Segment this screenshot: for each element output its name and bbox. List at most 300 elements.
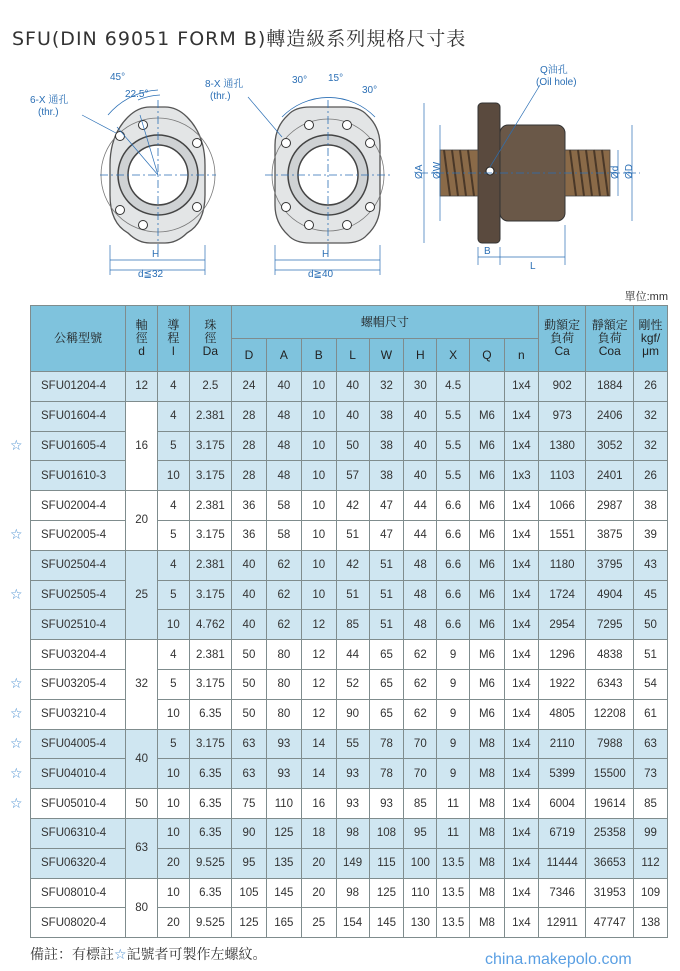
cell-w: 65 (369, 669, 404, 699)
cell-a: 48 (266, 461, 301, 491)
cell-b: 10 (301, 431, 336, 461)
cell-q (470, 372, 505, 402)
cell-model: SFU01604-4 (31, 401, 126, 431)
cell-n: 1x4 (504, 520, 538, 550)
header-L: L (336, 339, 369, 372)
cell-b: 14 (301, 729, 336, 759)
cell-d: 40 (232, 610, 267, 640)
cell-b: 25 (301, 908, 336, 938)
cell-q: M8 (470, 908, 505, 938)
cell-l: 42 (336, 550, 369, 580)
cell-d: 36 (232, 491, 267, 521)
source-watermark: china.makepolo.com (485, 951, 632, 968)
cell-l: 51 (336, 580, 369, 610)
angle-45: 45° (110, 72, 126, 83)
side-view (414, 63, 640, 272)
cell-a: 62 (266, 580, 301, 610)
cell-lead: 5 (157, 729, 189, 759)
cell-lead: 10 (157, 818, 189, 848)
cell-l: 98 (336, 878, 369, 908)
table-header (31, 306, 668, 372)
cell-b: 12 (301, 610, 336, 640)
cell-lead: 5 (157, 580, 189, 610)
cell-lead: 10 (157, 878, 189, 908)
table-row (31, 818, 668, 848)
cell-d: 40 (232, 580, 267, 610)
cell-d: 75 (232, 789, 267, 819)
oil-label: Q油孔 (540, 65, 568, 76)
cell-l: 42 (336, 491, 369, 521)
cell-x: 5.5 (437, 461, 470, 491)
cell-l: 98 (336, 818, 369, 848)
cell-q: M6 (470, 491, 505, 521)
star-icon: ☆ (10, 734, 23, 751)
cell-model: SFU08010-4 (31, 878, 126, 908)
remark-prefix: 備註：有標註 (30, 946, 114, 962)
cell-ball: 2.381 (189, 401, 231, 431)
cell-n: 1x4 (504, 818, 538, 848)
cell-q: M6 (470, 669, 505, 699)
cell-d: 24 (232, 372, 267, 402)
cell-coa: 47747 (586, 908, 634, 938)
cell-lead: 10 (157, 699, 189, 729)
cell-w: 115 (369, 848, 404, 878)
cell-w: 32 (369, 372, 404, 402)
cell-w: 65 (369, 699, 404, 729)
cell-b: 14 (301, 759, 336, 789)
cell-shaft-diameter: 16 (126, 401, 158, 490)
header-D: D (232, 339, 267, 372)
cell-d: 105 (232, 878, 267, 908)
cell-n: 1x4 (504, 550, 538, 580)
cell-a: 62 (266, 550, 301, 580)
table-row (31, 729, 668, 759)
cell-q: M6 (470, 461, 505, 491)
cell-coa: 3795 (586, 550, 634, 580)
cell-model: SFU03205-4 (31, 669, 126, 699)
cell-ca: 4805 (538, 699, 586, 729)
cell-ca: 1066 (538, 491, 586, 521)
cell-lead: 4 (157, 550, 189, 580)
width-label-2: H (322, 249, 330, 260)
table-row (31, 550, 668, 580)
cell-h: 40 (404, 431, 437, 461)
cell-n: 1x4 (504, 878, 538, 908)
cell-n: 1x4 (504, 848, 538, 878)
cell-ca: 1380 (538, 431, 586, 461)
cell-x: 6.6 (437, 580, 470, 610)
cell-n: 1x4 (504, 729, 538, 759)
cell-model: SFU06320-4 (31, 848, 126, 878)
cell-h: 40 (404, 461, 437, 491)
cell-ca: 973 (538, 401, 586, 431)
cell-k: 138 (634, 908, 668, 938)
cell-q: M6 (470, 550, 505, 580)
cell-d: 36 (232, 520, 267, 550)
cell-w: 78 (369, 729, 404, 759)
cell-a: 93 (266, 729, 301, 759)
cell-x: 13.5 (437, 878, 470, 908)
cell-k: 32 (634, 401, 668, 431)
cell-h: 62 (404, 669, 437, 699)
cell-ball: 3.175 (189, 669, 231, 699)
cell-lead: 5 (157, 431, 189, 461)
cell-n: 1x4 (504, 640, 538, 670)
cell-d: 40 (232, 550, 267, 580)
cell-b: 16 (301, 789, 336, 819)
cell-coa: 3052 (586, 431, 634, 461)
cell-x: 6.6 (437, 550, 470, 580)
front-view-d32 (30, 72, 216, 280)
cell-q: M8 (470, 729, 505, 759)
cell-ball: 3.175 (189, 431, 231, 461)
cell-w: 108 (369, 818, 404, 848)
cell-d: 63 (232, 729, 267, 759)
cell-h: 62 (404, 640, 437, 670)
cell-a: 135 (266, 848, 301, 878)
cell-x: 11 (437, 818, 470, 848)
cell-d: 28 (232, 401, 267, 431)
cell-coa: 31953 (586, 878, 634, 908)
cell-h: 44 (404, 520, 437, 550)
cell-b: 12 (301, 640, 336, 670)
cell-q: M8 (470, 789, 505, 819)
unit-label: 單位:mm (624, 291, 668, 303)
cell-b: 10 (301, 580, 336, 610)
cell-ball: 3.175 (189, 580, 231, 610)
header-static-load: 靜額定 負荷 Coa (586, 306, 634, 372)
cell-l: 85 (336, 610, 369, 640)
spec-table (30, 305, 668, 938)
cell-n: 1x4 (504, 431, 538, 461)
table-body (31, 372, 668, 938)
cell-b: 10 (301, 401, 336, 431)
angle-30-left: 30° (292, 75, 308, 86)
cell-a: 58 (266, 491, 301, 521)
cell-x: 9 (437, 669, 470, 699)
cell-coa: 2401 (586, 461, 634, 491)
cell-lead: 10 (157, 610, 189, 640)
cell-b: 12 (301, 669, 336, 699)
cell-ca: 12911 (538, 908, 586, 938)
cell-b: 12 (301, 699, 336, 729)
cell-h: 110 (404, 878, 437, 908)
cell-h: 85 (404, 789, 437, 819)
cell-x: 6.6 (437, 491, 470, 521)
cell-ball: 2.381 (189, 491, 231, 521)
dim-B: B (484, 246, 491, 257)
cell-model: SFU03210-4 (31, 699, 126, 729)
cell-model: SFU02004-4 (31, 491, 126, 521)
table-row (31, 372, 668, 402)
width-label-1: H (152, 249, 160, 260)
cell-lead: 4 (157, 401, 189, 431)
cell-q: M8 (470, 848, 505, 878)
cell-a: 80 (266, 640, 301, 670)
cell-ca: 11444 (538, 848, 586, 878)
cell-lead: 4 (157, 640, 189, 670)
cell-n: 1x4 (504, 699, 538, 729)
cell-model: SFU01610-3 (31, 461, 126, 491)
holes-label-2: 8-X 通孔 (205, 79, 244, 90)
cell-h: 70 (404, 759, 437, 789)
cell-w: 125 (369, 878, 404, 908)
cell-lead: 10 (157, 789, 189, 819)
page-title: SFU(DIN 69051 FORM B)轉造級系列規格尺寸表 (12, 28, 467, 50)
dim-W: ØW (432, 161, 443, 179)
cell-shaft-diameter: 63 (126, 818, 158, 878)
cell-x: 5.5 (437, 401, 470, 431)
cell-x: 13.5 (437, 908, 470, 938)
table-row (31, 789, 668, 819)
header-model: 公稱型號 (31, 306, 126, 372)
cell-ca: 2110 (538, 729, 586, 759)
cell-ca: 2954 (538, 610, 586, 640)
star-icon: ☆ (10, 526, 23, 543)
dim-D: ØD (624, 164, 635, 179)
table-row (31, 491, 668, 521)
cell-n: 1x4 (504, 610, 538, 640)
cell-coa: 1884 (586, 372, 634, 402)
cell-shaft-diameter: 50 (126, 789, 158, 819)
cell-d: 50 (232, 669, 267, 699)
cell-d: 90 (232, 818, 267, 848)
cell-lead: 4 (157, 491, 189, 521)
cell-ball: 4.762 (189, 610, 231, 640)
cell-ca: 6004 (538, 789, 586, 819)
header-B: B (301, 339, 336, 372)
cell-w: 78 (369, 759, 404, 789)
star-icon: ☆ (10, 675, 23, 692)
cell-model: SFU06310-4 (31, 818, 126, 848)
thr-label-2: (thr.) (210, 91, 231, 102)
cell-h: 30 (404, 372, 437, 402)
remark-note (30, 944, 267, 964)
cell-q: M6 (470, 580, 505, 610)
cell-l: 51 (336, 520, 369, 550)
cell-lead: 10 (157, 461, 189, 491)
cell-d: 50 (232, 699, 267, 729)
cell-d: 125 (232, 908, 267, 938)
cell-model: SFU01204-4 (31, 372, 126, 402)
header-X: X (437, 339, 470, 372)
cell-k: 99 (634, 818, 668, 848)
cell-shaft-diameter: 80 (126, 878, 158, 938)
cell-d: 28 (232, 461, 267, 491)
cell-q: M6 (470, 640, 505, 670)
header-H: H (404, 339, 437, 372)
cell-ball: 9.525 (189, 848, 231, 878)
cell-q: M6 (470, 401, 505, 431)
cell-model: SFU08020-4 (31, 908, 126, 938)
cell-ca: 1103 (538, 461, 586, 491)
cell-l: 93 (336, 789, 369, 819)
cell-k: 109 (634, 878, 668, 908)
cell-w: 51 (369, 610, 404, 640)
cell-w: 51 (369, 580, 404, 610)
cell-ball: 2.381 (189, 640, 231, 670)
cell-coa: 15500 (586, 759, 634, 789)
cell-lead: 4 (157, 372, 189, 402)
cell-ca: 7346 (538, 878, 586, 908)
cell-q: M8 (470, 878, 505, 908)
cell-shaft-diameter: 20 (126, 491, 158, 551)
cell-n: 1x4 (504, 908, 538, 938)
cell-k: 63 (634, 729, 668, 759)
cell-k: 73 (634, 759, 668, 789)
header-lead: 導 程 l (157, 306, 189, 372)
cell-h: 100 (404, 848, 437, 878)
cell-n: 1x4 (504, 491, 538, 521)
cell-a: 48 (266, 401, 301, 431)
header-Q: Q (470, 339, 505, 372)
header-W: W (369, 339, 404, 372)
angle-30-right: 30° (362, 85, 378, 96)
cell-q: M8 (470, 759, 505, 789)
header-dynamic-load: 動額定 負荷 Ca (538, 306, 586, 372)
cell-n: 1x4 (504, 401, 538, 431)
cell-coa: 7988 (586, 729, 634, 759)
cell-ball: 2.381 (189, 550, 231, 580)
cell-x: 9 (437, 640, 470, 670)
cell-a: 125 (266, 818, 301, 848)
cell-l: 93 (336, 759, 369, 789)
cell-x: 9 (437, 699, 470, 729)
cell-n: 1x4 (504, 759, 538, 789)
cell-q: M8 (470, 818, 505, 848)
cell-k: 43 (634, 550, 668, 580)
star-icon: ☆ (10, 794, 23, 811)
cell-k: 51 (634, 640, 668, 670)
cell-model: SFU02510-4 (31, 610, 126, 640)
cell-w: 38 (369, 431, 404, 461)
star-icon: ☆ (10, 436, 23, 453)
cell-shaft-diameter: 40 (126, 729, 158, 789)
cell-d: 50 (232, 640, 267, 670)
cell-k: 50 (634, 610, 668, 640)
cell-coa: 2987 (586, 491, 634, 521)
cell-coa: 36653 (586, 848, 634, 878)
cell-ca: 5399 (538, 759, 586, 789)
cell-k: 26 (634, 372, 668, 402)
cell-model: SFU02504-4 (31, 550, 126, 580)
cell-ball: 9.525 (189, 908, 231, 938)
cell-l: 57 (336, 461, 369, 491)
cell-x: 11 (437, 789, 470, 819)
dim-L: L (530, 261, 536, 272)
cell-model: SFU01605-4 (31, 431, 126, 461)
cell-shaft-diameter: 32 (126, 640, 158, 729)
cell-b: 20 (301, 878, 336, 908)
holes-label-1: 6-X 通孔 (30, 95, 69, 106)
cell-coa: 7295 (586, 610, 634, 640)
cell-w: 93 (369, 789, 404, 819)
cell-a: 62 (266, 610, 301, 640)
cell-q: M6 (470, 520, 505, 550)
cell-b: 10 (301, 520, 336, 550)
cell-w: 51 (369, 550, 404, 580)
cell-model: SFU02005-4 (31, 520, 126, 550)
cell-h: 44 (404, 491, 437, 521)
cell-ca: 6719 (538, 818, 586, 848)
cell-a: 80 (266, 699, 301, 729)
cell-ca: 1922 (538, 669, 586, 699)
cell-a: 80 (266, 669, 301, 699)
cell-w: 47 (369, 520, 404, 550)
cell-l: 90 (336, 699, 369, 729)
cell-k: 61 (634, 699, 668, 729)
oil-label-en: (Oil hole) (536, 77, 577, 88)
cell-h: 48 (404, 580, 437, 610)
header-nut-dims: 螺帽尺寸 (232, 306, 539, 339)
cell-ball: 3.175 (189, 520, 231, 550)
cell-l: 52 (336, 669, 369, 699)
cell-x: 4.5 (437, 372, 470, 402)
star-icon: ☆ (10, 585, 23, 602)
cell-lead: 20 (157, 848, 189, 878)
nut-drawings (20, 55, 670, 280)
cell-l: 44 (336, 640, 369, 670)
dim-A: ØA (414, 164, 425, 179)
cell-ball: 6.35 (189, 818, 231, 848)
cell-ca: 1551 (538, 520, 586, 550)
front-view-d40 (205, 73, 392, 280)
star-icon: ☆ (10, 705, 23, 722)
table-row (31, 640, 668, 670)
cell-ball: 3.175 (189, 729, 231, 759)
cell-q: M6 (470, 431, 505, 461)
cell-l: 154 (336, 908, 369, 938)
cell-coa: 19614 (586, 789, 634, 819)
cell-w: 145 (369, 908, 404, 938)
cell-n: 1x3 (504, 461, 538, 491)
cell-a: 110 (266, 789, 301, 819)
cell-b: 10 (301, 372, 336, 402)
diam-label-1: d≦32 (138, 269, 164, 280)
cell-ball: 6.35 (189, 789, 231, 819)
cell-n: 1x4 (504, 669, 538, 699)
cell-x: 5.5 (437, 431, 470, 461)
cell-q: M6 (470, 699, 505, 729)
diam-label-2: d≧40 (308, 269, 334, 280)
cell-lead: 20 (157, 908, 189, 938)
cell-k: 26 (634, 461, 668, 491)
cell-a: 145 (266, 878, 301, 908)
cell-w: 47 (369, 491, 404, 521)
cell-k: 32 (634, 431, 668, 461)
header-rigidity: 剛性 kgf/ μm (634, 306, 668, 372)
cell-k: 54 (634, 669, 668, 699)
cell-w: 38 (369, 401, 404, 431)
cell-coa: 4904 (586, 580, 634, 610)
cell-q: M6 (470, 610, 505, 640)
cell-n: 1x4 (504, 372, 538, 402)
cell-l: 40 (336, 372, 369, 402)
cell-a: 58 (266, 520, 301, 550)
cell-shaft-diameter: 25 (126, 550, 158, 639)
cell-l: 149 (336, 848, 369, 878)
cell-l: 55 (336, 729, 369, 759)
cell-model: SFU02505-4 (31, 580, 126, 610)
cell-d: 28 (232, 431, 267, 461)
cell-h: 48 (404, 550, 437, 580)
cell-k: 85 (634, 789, 668, 819)
cell-ball: 6.35 (189, 699, 231, 729)
cell-h: 95 (404, 818, 437, 848)
cell-lead: 5 (157, 669, 189, 699)
cell-ca: 1724 (538, 580, 586, 610)
cell-coa: 4838 (586, 640, 634, 670)
